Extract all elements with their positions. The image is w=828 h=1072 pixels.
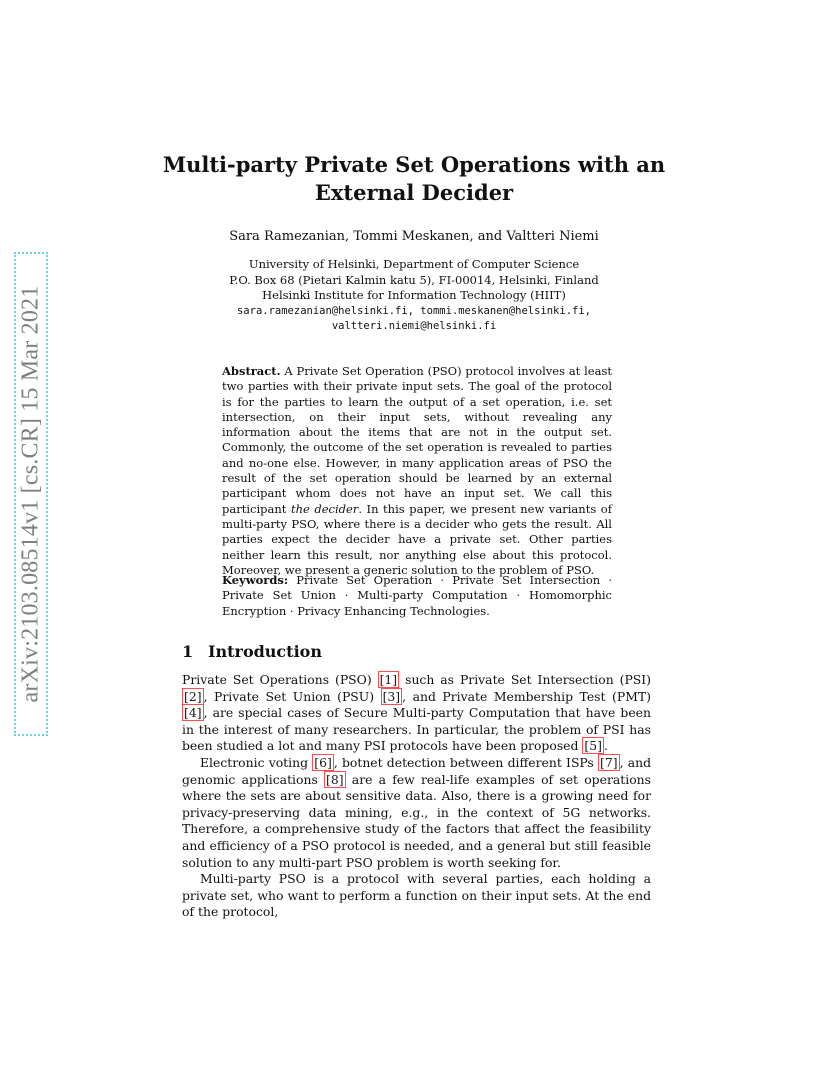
section-title: Introduction — [208, 642, 322, 661]
paragraph: Multi-party PSO is a protocol with several parties, each holding a private set, who want to perform a function on their input sets. At the end of the protocol, — [182, 871, 651, 920]
paragraph-text: , and genomic applications — [182, 754, 651, 787]
citation-link[interactable]: [6] — [314, 754, 332, 770]
abstract — [222, 364, 612, 578]
paragraph-text: such as Private Set Intersection (PSI) — [399, 672, 651, 687]
title-line-2: External Decider — [314, 180, 514, 205]
paragraph — [182, 755, 651, 871]
affiliation-line: Helsinki Institute for Information Technology (HIIT) — [262, 288, 566, 302]
paper-title — [160, 151, 668, 207]
paragraph — [182, 672, 651, 755]
keywords-label: Keywords: — [222, 573, 289, 587]
paragraph-text: . — [603, 738, 608, 754]
paragraph-text: , Private Set Union (PSU) — [203, 688, 381, 704]
keywords — [222, 573, 612, 619]
abstract-label: Abstract. — [222, 364, 281, 378]
citation-link[interactable]: [4] — [184, 705, 202, 721]
paragraph-text: , are special cases of Secure Multi-party Computation that have been in the interest of many researchers. In particular, the problem of PSI has been studied a lot and many PSI protocols have been proposed — [182, 705, 651, 754]
abstract-emphasis: the decider — [290, 501, 359, 516]
paragraph-text: are a few real-life examples of set operations where the sets are about sensitive data. Also, there is a growing need for privacy-preserving data mining, e.g., in the context of 5G networks. Therefore, a comprehensive study of the factors that affect the feasibility and efficiency of a PSO protocol is needed, and a general but still feasible solution to any multi-part PSO problem is worth seeking for. — [182, 771, 651, 870]
affiliation-line: University of Helsinki, Department of Computer Science — [248, 257, 580, 271]
email-line[interactable]: sara.ramezanian@helsinki.fi, tommi.meskanen@helsinki.fi, — [236, 304, 591, 317]
arxiv-identifier[interactable]: arXiv:2103.08514v1 [cs.CR] 15 Mar 2021 — [17, 285, 44, 703]
citation-link[interactable]: [7] — [600, 754, 618, 770]
affiliation-line: P.O. Box 68 (Pietari Kalmin katu 5), FI-00014, Helsinki, Finland — [229, 272, 599, 287]
citation-link[interactable]: [1] — [379, 672, 398, 687]
citation-link[interactable]: [8] — [326, 771, 344, 787]
paragraph-text: , botnet detection between different ISPs — [333, 754, 598, 770]
section-number: 1 — [182, 642, 194, 661]
section-body — [182, 672, 651, 921]
section-heading — [182, 642, 322, 661]
citation-link[interactable]: [2] — [184, 688, 202, 704]
paragraph-text: Electronic voting — [200, 754, 313, 770]
affiliation-block — [160, 257, 668, 335]
abstract-text: A Private Set Operation (PSO) protocol involves at least two parties with their private input sets. The goal of the protocol is for the parties to learn the output of a set operation, i.e. set intersection, on their input sets, without revealing any information about the items that are not in the output set. Commonly, the outcome of the set operation is revealed to parties and no-one else. However, in many application areas of PSO the result of the set operation should be learned by an external participant whom does not have an input set. We call this participant — [222, 364, 612, 516]
paragraph-text: , and Private Membership Test (PMT) — [402, 688, 651, 704]
paragraph-text: Private Set Operations (PSO) — [182, 672, 378, 687]
author-list: Sara Ramezanian, Tommi Meskanen, and Valtteri Niemi — [229, 229, 599, 244]
keywords-text: Private Set Operation · Private Set Intersection · Private Set Union · Multi-party Computation · Homomorphic Encryption · Privacy Enhancing Technologies. — [222, 573, 612, 618]
email-line[interactable]: valtteri.niemi@helsinki.fi — [331, 320, 497, 332]
abstract-text: . In this paper, we present new variants of multi-party PSO, where there is a decider who gets the result. All parties expect the decider have a private set. Other parties neither learn this result, nor anything else about this protocol. Moreover, we present a generic solution to the problem of PSO. — [222, 501, 612, 577]
citation-link[interactable]: [5] — [584, 738, 602, 754]
citation-link[interactable]: [3] — [382, 688, 401, 704]
title-line-1: Multi-party Private Set Operations with an — [162, 152, 666, 177]
